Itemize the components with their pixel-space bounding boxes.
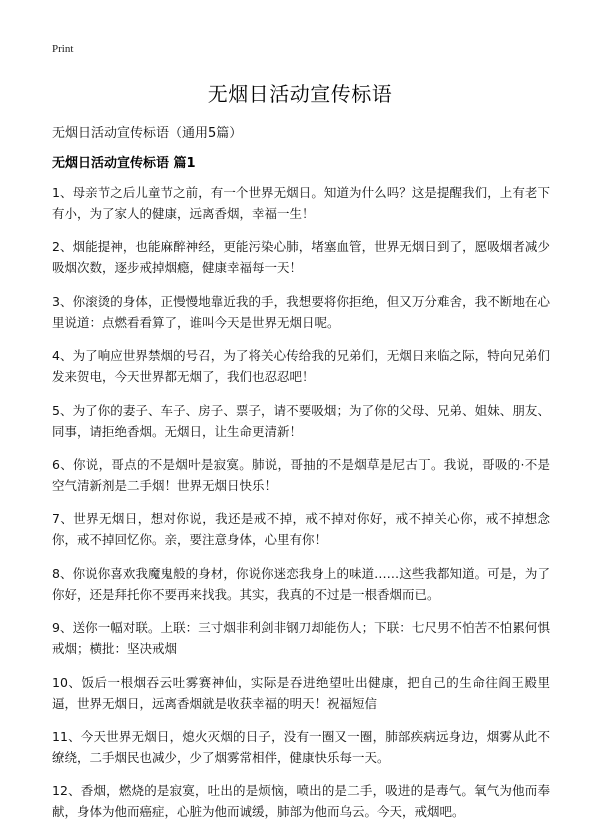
- slogan-item: 3、你滚烫的身体，正慢慢地靠近我的手，我想要将你拒绝，但又万分难舍，我不断地在心里说道：点燃看看算了，谁叫今天是世界无烟日呢。: [52, 293, 550, 330]
- slogan-item: 12、香烟，燃烧的是寂寞，吐出的是烦恼，喷出的是二手，吸进的是毒气。氧气为他而奉献，身体为他而癌症，心脏为他而诚缓，肺部为他而乌云。今天，戒烟吧。: [52, 783, 550, 820]
- slogan-item: 6、你说，哥点的不是烟叶是寂寞。肺说，哥抽的不是烟草是尼古丁。我说，哥吸的·不是空气清新剂是二手烟！世界无烟日快乐！: [52, 456, 550, 493]
- document-subtitle: 无烟日活动宣传标语（通用5篇）: [52, 126, 243, 141]
- slogan-list: [52, 182, 550, 835]
- print-link[interactable]: Print: [52, 43, 74, 55]
- section-heading: 无烟日活动宣传标语 篇1: [52, 156, 196, 171]
- slogan-item: 10、饭后一根烟吞云吐雾赛神仙，实际是吞进绝望吐出健康，把自己的生命往阎王殿里逼，世界无烟日，远离香烟就是收获幸福的明天！祝福短信: [52, 674, 550, 711]
- page-title: 无烟日活动宣传标语: [207, 82, 393, 106]
- slogan-item: 7、世界无烟日，想对你说，我还是戒不掉，戒不掉对你好，戒不掉关心你，戒不掉想念你，戒不掉回忆你。亲，要注意身体，心里有你！: [52, 511, 550, 548]
- slogan-item: 4、为了响应世界禁烟的号召，为了将关心传给我的兄弟们，无烟日来临之际，特向兄弟们发来贺电，今天世界都无烟了，我们也忍忍吧！: [52, 348, 550, 385]
- slogan-item: 11、今天世界无烟日，熄火灭烟的日子，没有一圈又一圈，肺部疾病远身边，烟雾从此不缭绕，二手烟民也减少，少了烟雾常相伴，健康快乐每一天。: [52, 728, 550, 765]
- slogan-item: 9、送你一幅对联。上联：三寸烟非利剑非钢刀却能伤人；下联：七尺男不怕苦不怕累何惧戒烟；横批：坚决戒烟: [52, 620, 550, 657]
- slogan-item: 1、母亲节之后儿童节之前，有一个世界无烟日。知道为什么吗？这是提醒我们，上有老下有小，为了家人的健康，远离香烟，幸福一生！: [52, 185, 550, 221]
- slogan-item: 2、烟能提神，也能麻醉神经，更能污染心肺，堵塞血管，世界无烟日到了，愿吸烟者减少吸烟次数，逐步戒掉烟瘾，健康幸福每一天！: [52, 239, 550, 276]
- slogan-item: 5、为了你的妻子、车子、房子、票子，请不要吸烟；为了你的父母、兄弟、姐妹、朋友、同事，请拒绝香烟。无烟日，让生命更清新！: [52, 402, 550, 439]
- slogan-item: 8、你说你喜欢我魔鬼般的身材，你说你迷恋我身上的味道……这些我都知道。可是，为了你好，还是拜托你不要再来找我。其实，我真的不过是一根香烟而已。: [52, 565, 550, 602]
